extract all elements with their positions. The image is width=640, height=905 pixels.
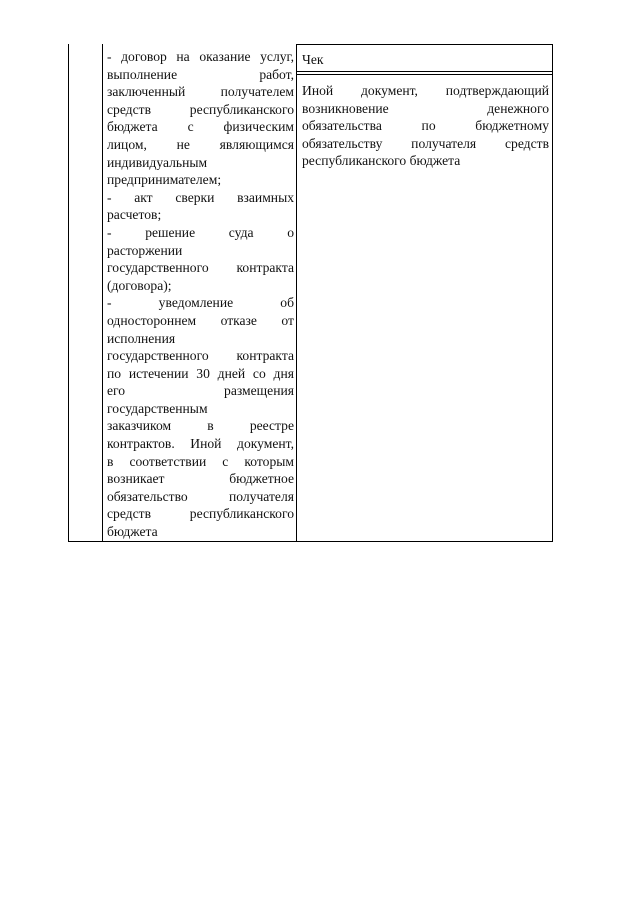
cell-text-line: заказчиком в реестре: [107, 418, 294, 434]
cell-text-line: индивидуальным: [107, 154, 208, 170]
cell-text-line: средств республиканского: [107, 506, 294, 522]
documents-basis-cell: [107, 48, 294, 541]
cell-text-line: возникновение денежного: [302, 100, 549, 116]
cell-text-line: предпринимателем;: [107, 172, 222, 188]
cell-text-line: обязательства по бюджетному: [302, 118, 549, 134]
receipt-label: Чек: [302, 52, 324, 67]
column-divider-2: [296, 44, 297, 541]
cell-text-line: - договор на оказание услуг,: [107, 49, 294, 64]
cell-text-line: по истечении 30 дней со дня: [107, 365, 294, 381]
cell-text-line: обязательство получателя: [107, 488, 294, 504]
cell-text-line: лицом, не являющимся: [107, 136, 294, 152]
cell-text-line: государственного контракта: [107, 260, 294, 276]
cell-text-line: контрактов. Иной документ,: [107, 436, 294, 452]
cell-text-line: бюджета: [107, 524, 158, 540]
document-table: [68, 44, 553, 542]
receipt-cell: [297, 44, 552, 72]
cell-text-line: - решение суда о: [107, 224, 294, 240]
cell-text-line: выполнение работ,: [107, 66, 294, 82]
cell-text-line: государственного контракта: [107, 348, 294, 364]
cell-text-line: - уведомление об: [107, 295, 294, 311]
cell-text-line: государственным: [107, 400, 208, 416]
cell-text-line: расторжении: [107, 242, 183, 258]
column-divider-1: [102, 44, 103, 541]
cell-text-line: его размещения: [107, 383, 294, 399]
cell-text-line: исполнения: [107, 330, 176, 346]
cell-text-line: возникает бюджетное: [107, 471, 294, 487]
cell-text-line: бюджета с физическим: [107, 119, 294, 135]
other-document-cell: [302, 82, 549, 170]
cell-text-line: расчетов;: [107, 207, 162, 223]
cell-text-line: одностороннем отказе от: [107, 312, 294, 328]
cell-text-line: средств республиканского: [107, 101, 294, 117]
cell-text-line: - акт сверки взаимных: [107, 189, 294, 205]
cell-text-line: обязательству получателя средств: [302, 135, 549, 151]
cell-text-line: республиканского бюджета: [302, 153, 461, 169]
cell-text-line: в соответствии с которым: [107, 453, 294, 469]
cell-text-line: заключенный получателем: [107, 84, 294, 100]
cell-text-line: Иной документ, подтверждающий: [302, 83, 549, 98]
cell-text-line: (договора);: [107, 277, 172, 293]
row-divider: [297, 74, 552, 75]
